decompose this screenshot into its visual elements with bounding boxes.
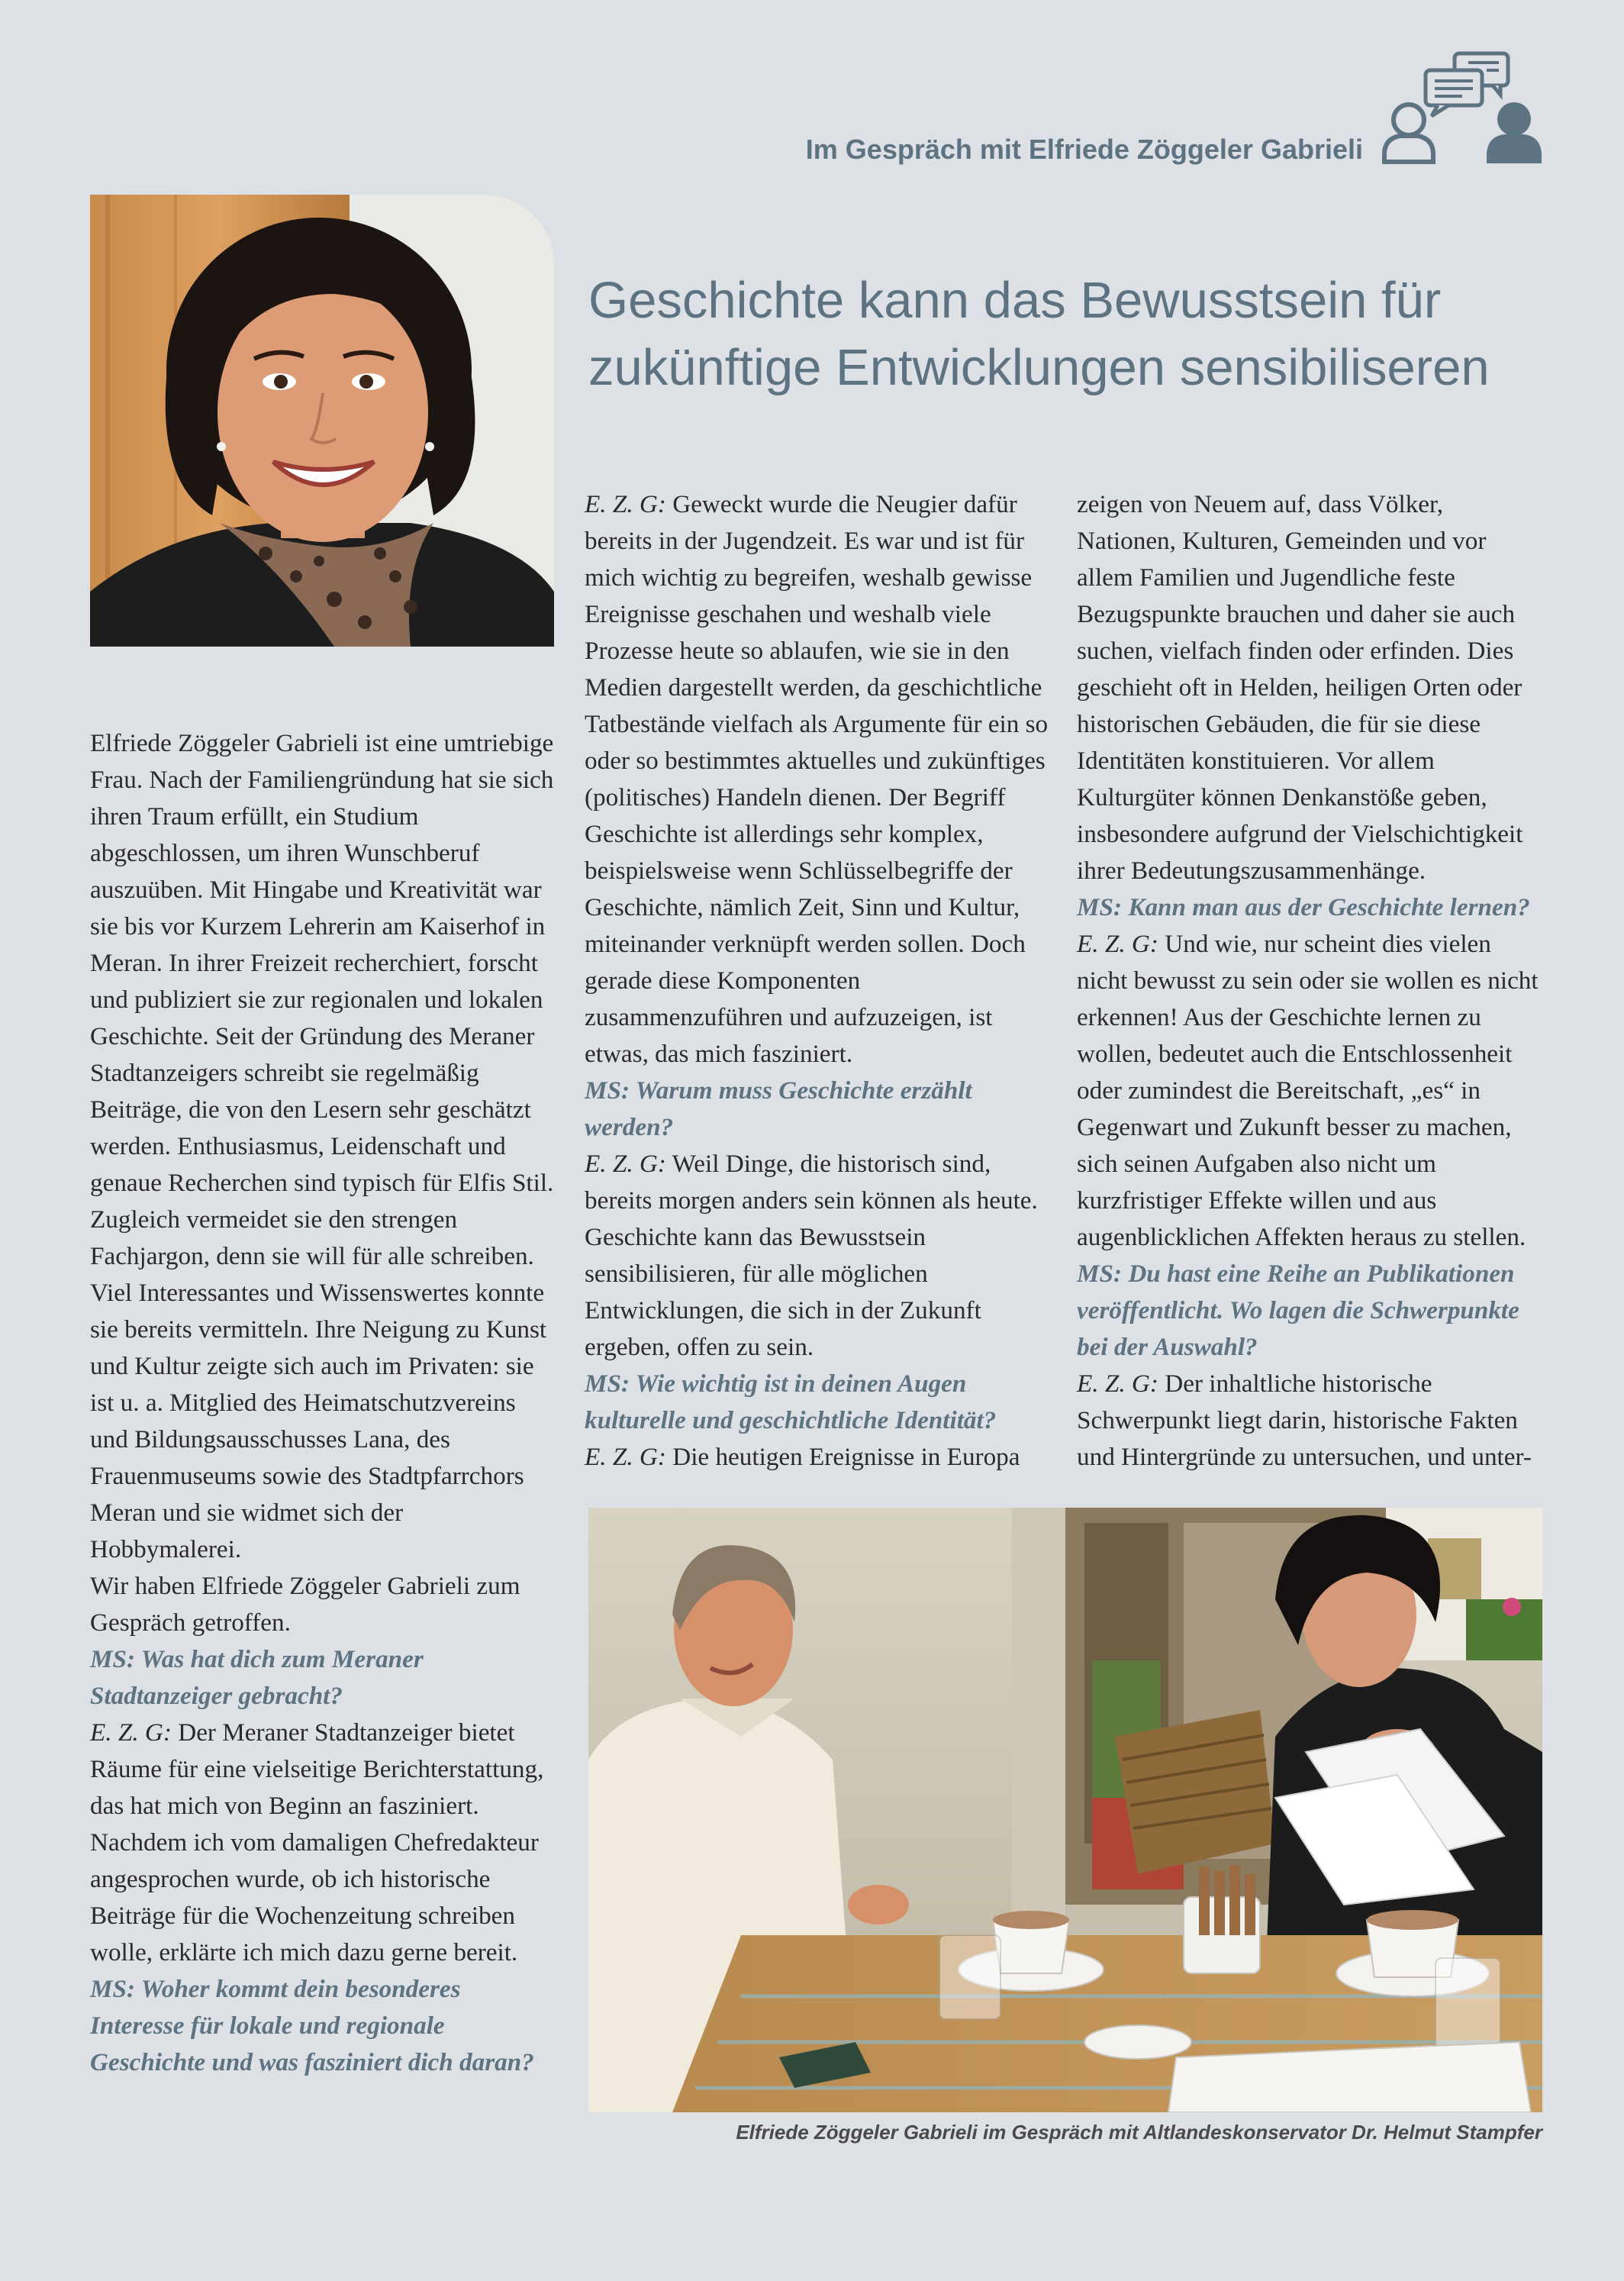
question-4: MS: Wie wichtig ist in deinen Augen kulturelle und geschichtliche Identität? <box>585 1370 997 1434</box>
conversation-icon <box>1378 47 1550 173</box>
speaker-label: E. Z. G: <box>585 1443 666 1471</box>
photo-caption: Elfriede Zöggeler Gabrieli im Gespräch mit Altlandeskonservator Dr. Helmut Stampfer <box>736 2121 1542 2144</box>
intro-paragraph: Elfriede Zöggeler Gabrieli ist eine umtriebige Frau. Nach der Familiengründung hat sie sich ihren Traum erfüllt, ein Studium abgeschlossen, um ihren Wunschberuf auszuüben. Mit Hingabe und Kreativität war sie bis vor Kurzem Lehrerin am Kaiserhof in Meran. In ihrer Freizeit recherchiert, forscht und publiziert sie zur regionalen und lokalen Geschichte. Seit der Gründung des Meraner Stadtanzeigers schreibt sie regelmäßig Beiträge, die von den Lesern sehr geschätzt werden. Enthusiasmus, Leidenschaft und genaue Recherchen sind typisch für Elfis Stil. Zugleich vermeidet sie den strengen Fachjargon, denn sie will für alle schreiben. Viel Interessantes und Wissenswertes konnte sie bereits vermitteln. Ihre Neigung zu Kunst und Kultur zeigte sich auch im Privaten: sie ist u. a. Mitglied des Heimatschutzvereins und Bildungsausschusses Lana, des Frauenmuseums sowie des Stadtpfarrchors Meran und sie widmet sich der Hobbymalerei. <box>90 729 554 1563</box>
answer-text: Die heutigen Ereignisse in Europa <box>665 1443 1020 1471</box>
speaker-label: E. Z. G: <box>1077 1370 1158 1398</box>
speaker-label: E. Z. G: <box>1077 930 1158 958</box>
text-column-middle <box>585 486 1052 1476</box>
question-1: MS: Was hat dich zum Meraner Stadtanzeiger gebracht? <box>90 1645 424 1710</box>
answer-text: Der inhaltliche historische Schwerpunkt liegt darin, historische Fakten und Hintergründe zu untersuchen, und unter- <box>1077 1370 1532 1471</box>
speaker-label: E. Z. G: <box>585 1150 666 1178</box>
answer-text: Und wie, nur scheint dies vielen nicht bewusst zu sein oder sie wollen es nicht erkennen! Aus der Geschichte lernen zu wollen, bedeutet auch die Entschlossenheit oder zumindest die Bereitschaft, „es“ in Gegenwart und Zukunft besser zu machen, sich seinen Aufgaben also nicht um kurzfristiger Effekte willen und aus augenblicklichen Affekten heraus zu stellen. <box>1077 930 1539 1251</box>
answer-4-continued: zeigen von Neuem auf, dass Völker, Nationen, Kulturen, Gemeinden und vor allem Familien und Jugendliche feste Bezugspunkte brauchen und daher sie auch suchen, vielfach finden oder erfinden. Dies geschieht oft in Helden, heiligen Orten oder historischen Gebäuden, die für sie diese Identitäten konstituieren. Vor allem Kulturgüter können Denkanstöße geben, insbesondere aufgrund der Vielschichtigkeit ihrer Bedeutungszusammenhänge. <box>1077 490 1523 885</box>
section-label: Im Gespräch mit Elfriede Zöggeler Gabrieli <box>805 134 1363 165</box>
question-3: MS: Warum muss Geschichte erzählt werden? <box>585 1076 972 1141</box>
answer-6 <box>1077 1366 1544 1476</box>
intro-paragraph-2: Wir haben Elfriede Zöggeler Gabrieli zum Gespräch getroffen. <box>90 1572 520 1637</box>
question-6: MS: Du hast eine Reihe an Publikationen veröffentlicht. Wo lagen die Schwerpunkte bei der Auswahl? <box>1077 1260 1519 1361</box>
meeting-photo <box>588 1508 1542 2112</box>
text-column-left <box>90 725 557 2081</box>
headline-line-1: Geschichte kann das Bewusstsein für <box>588 272 1442 329</box>
speaker-label: E. Z. G: <box>90 1718 172 1747</box>
answer-5 <box>1077 926 1544 1256</box>
text-column-right <box>1077 486 1544 1476</box>
headline-line-2: zukünftige Entwicklungen sensibiliseren <box>588 339 1490 396</box>
answer-1 <box>90 1715 557 1971</box>
answer-text: Weil Dinge, die historisch sind, bereits morgen anders sein können als heute. Geschichte kann das Bewusstsein sensibilisieren, für alle möglichen Entwicklungen, die sich in der Zukunft ergeben, offen zu sein. <box>585 1150 1038 1361</box>
speaker-label: E. Z. G: <box>585 490 666 518</box>
question-5: MS: Kann man aus der Geschichte lernen? <box>1077 893 1530 921</box>
question-2: MS: Woher kommt dein besonderes Interesse für lokale und regionale Geschichte und was fasziniert dich daran? <box>90 1975 534 2076</box>
answer-text: Geweckt wurde die Neugier dafür bereits in der Jugendzeit. Es war und ist für mich wichtig zu begreifen, weshalb gewisse Ereignisse geschahen und weshalb viele Prozesse heute so ablaufen, wie sie in den Medien dargestellt werden, da geschichtliche Tatbestände vielfach als Argumente für ein so oder so bestimmtes aktuelles und zukünftiges (politisches) Handeln dienen. Der Begriff Geschichte ist allerdings sehr komplex, beispielsweise wenn Schlüsselbegriffe der Geschichte, nämlich Zeit, Sinn und Kultur, miteinander verknüpft werden sollen. Doch gerade diese Komponenten zusammenzuführen und aufzuzeigen, ist etwas, das mich fasziniert. <box>585 490 1049 1068</box>
answer-text: Der Meraner Stadtanzeiger bietet Räume für eine vielseitige Berichterstattung, das hat mich von Beginn an fasziniert. Nachdem ich vom damaligen Chefredakteur angesprochen wurde, ob ich historische Beiträge für die Wochenzeitung schreiben wolle, erklärte ich mich dazu gerne bereit. <box>90 1718 544 1966</box>
portrait-photo <box>90 195 554 647</box>
article-headline <box>588 267 1550 402</box>
answer-3 <box>585 1146 1052 1366</box>
answer-2 <box>585 486 1052 1073</box>
answer-4 <box>585 1439 1052 1476</box>
